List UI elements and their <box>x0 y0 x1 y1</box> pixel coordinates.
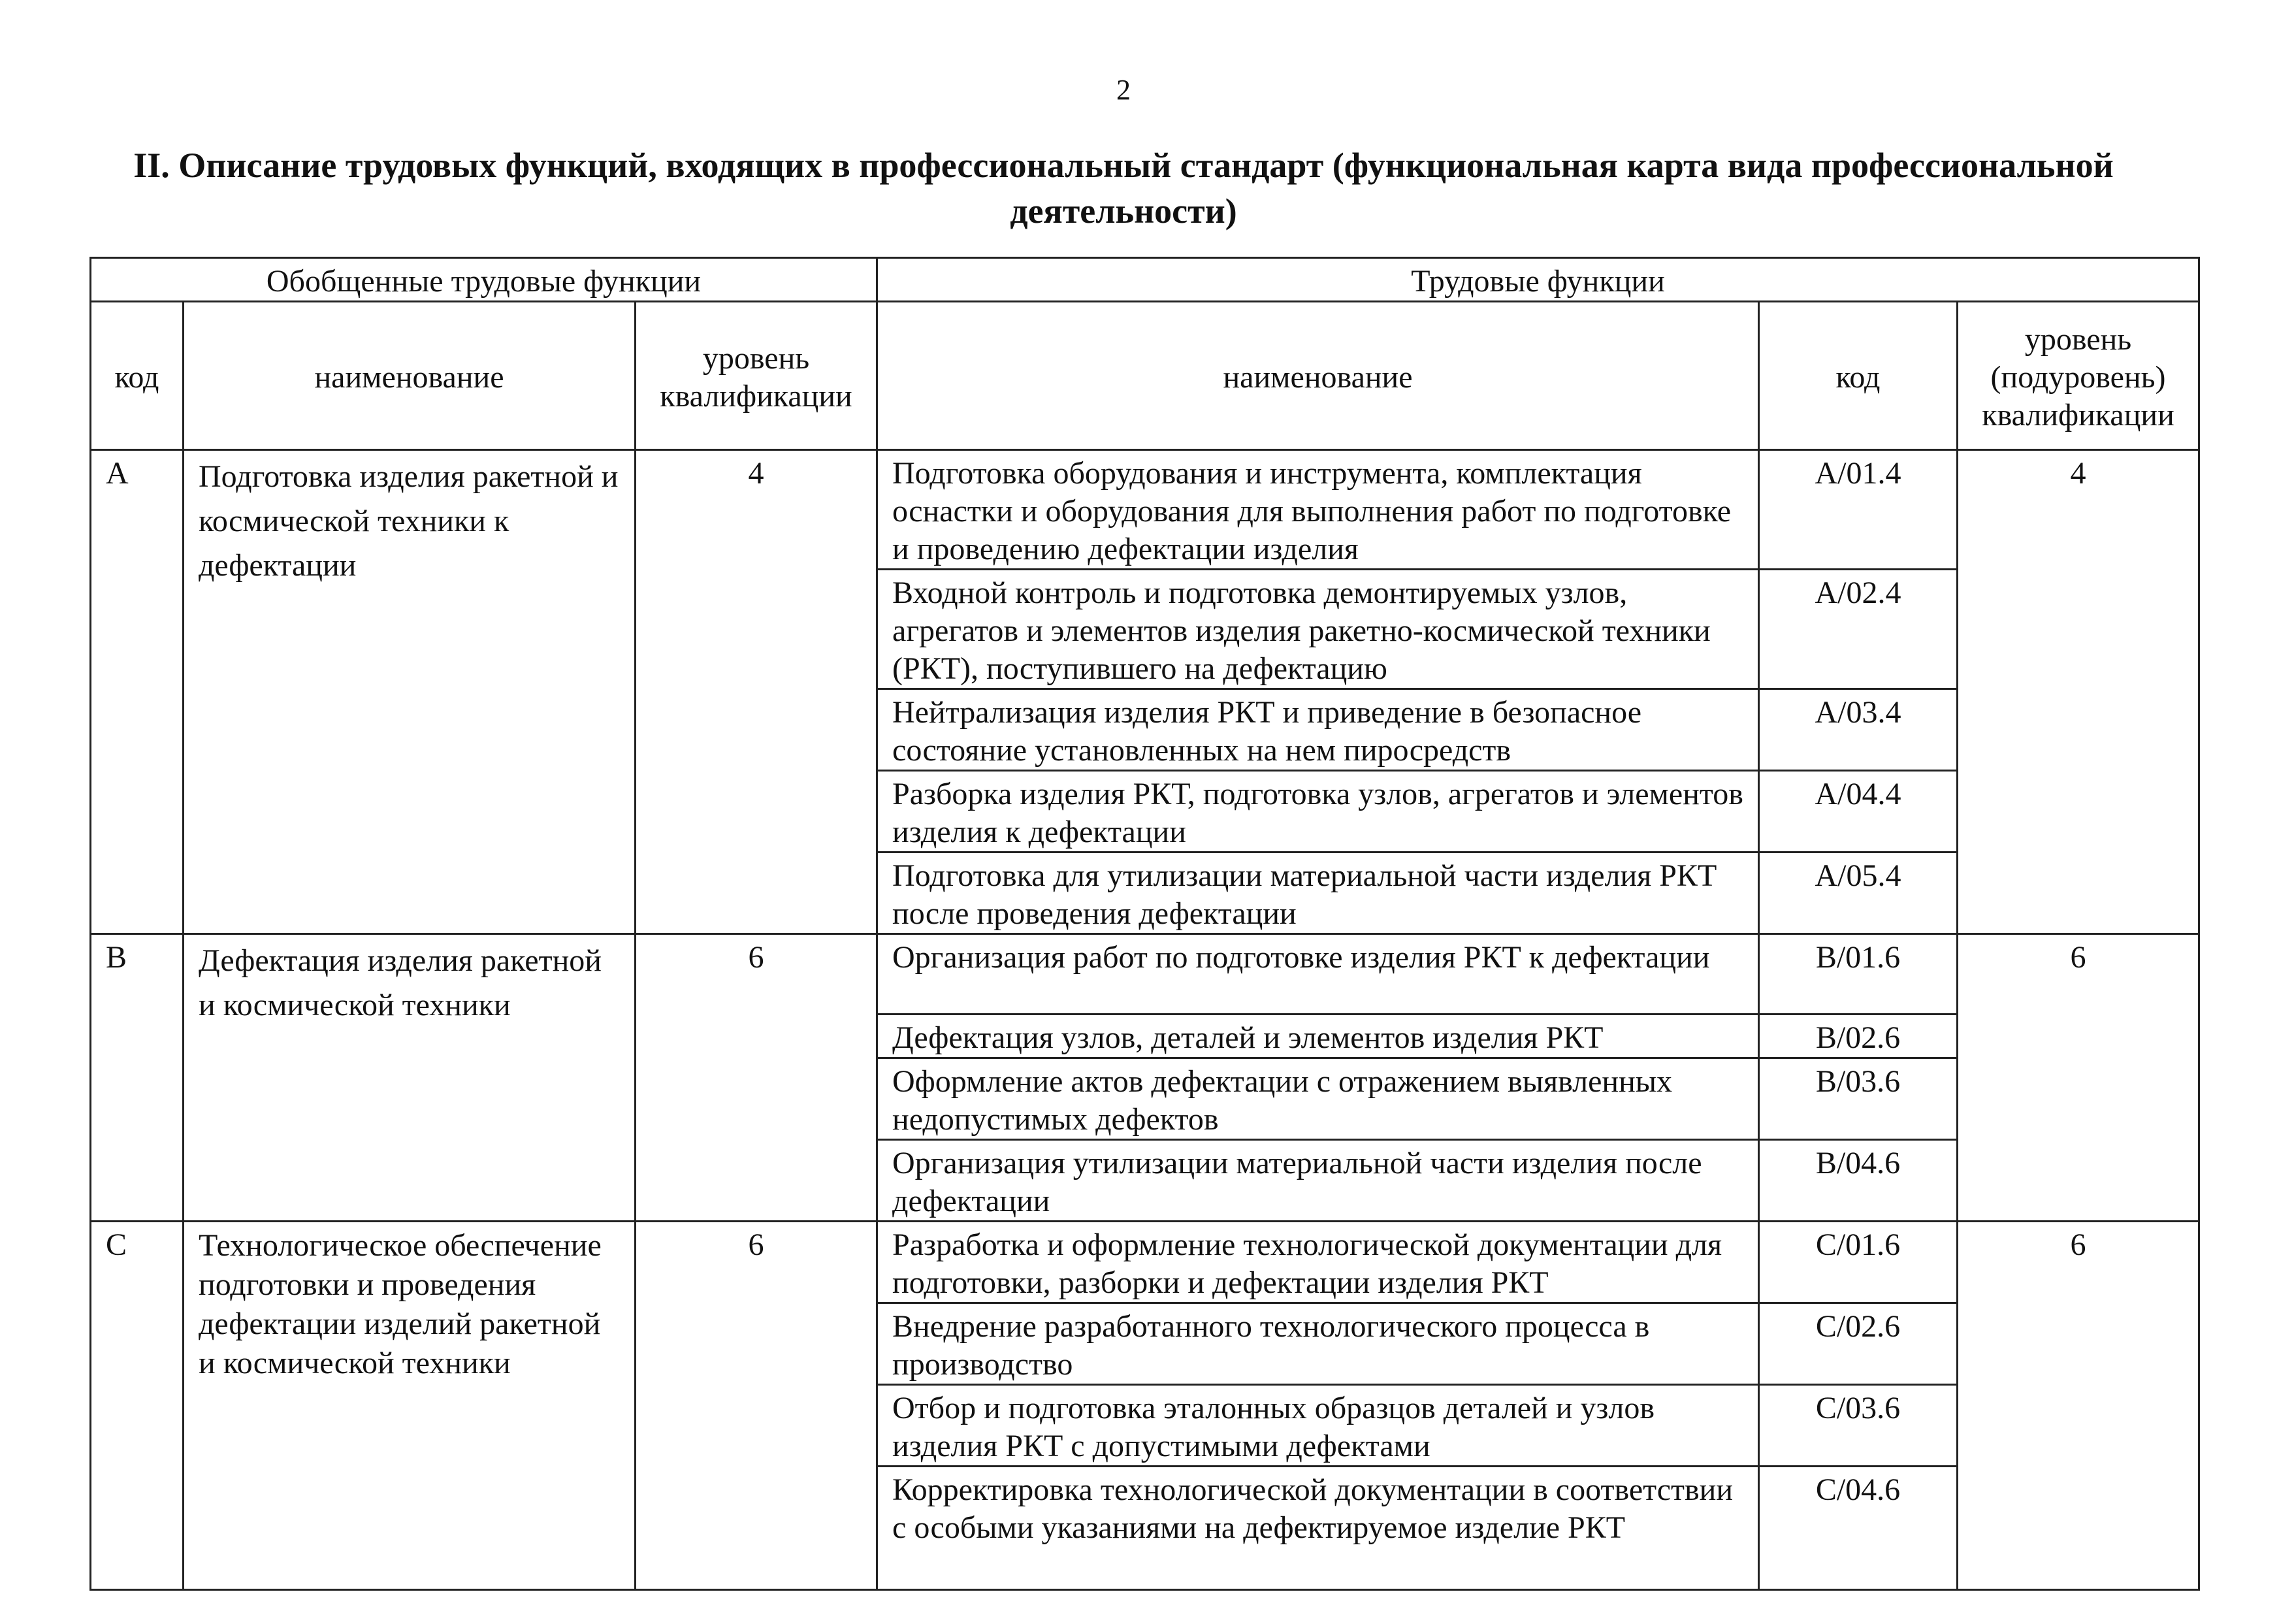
tf-name-cell: Входной контроль и подготовка демонтируемых узлов, агрегатов и элементов изделия ракетно-космической техники (РКТ), поступившего на дефектацию <box>877 570 1759 689</box>
tf-name-cell: Корректировка технологической документации в соответствии с особыми указаниями на дефектируемое изделие РКТ <box>877 1467 1759 1590</box>
tf-name-cell: Подготовка оборудования и инструмента, комплектация оснастки и оборудования для выполнения работ по подготовке и проведению дефектации изделия <box>877 450 1759 570</box>
column-header-tf-code: код <box>1759 302 1958 450</box>
column-header-gf-name: наименование <box>184 302 636 450</box>
tf-code-cell: C/04.6 <box>1759 1467 1958 1590</box>
table-row <box>91 1222 2199 1303</box>
column-header-tf-level: уровень (подуровень) квалификации <box>1958 302 2199 450</box>
gf-level-cell: 4 <box>636 450 877 934</box>
tf-code-cell: A/02.4 <box>1759 570 1958 689</box>
tf-code-cell: B/04.6 <box>1759 1140 1958 1222</box>
gf-level-cell: 6 <box>636 1222 877 1590</box>
tf-code-cell: B/02.6 <box>1759 1015 1958 1058</box>
gf-name-cell: Дефектация изделия ракетной и космической техники <box>184 934 636 1222</box>
tf-level-cell: 6 <box>1958 934 2199 1222</box>
tf-code-cell: C/02.6 <box>1759 1303 1958 1385</box>
tf-code-cell: B/03.6 <box>1759 1058 1958 1140</box>
tf-code-cell: B/01.6 <box>1759 934 1958 1015</box>
tf-name-cell: Нейтрализация изделия РКТ и приведение в безопасное состояние установленных на нем пиросредств <box>877 689 1759 771</box>
tf-code-cell: A/01.4 <box>1759 450 1958 570</box>
tf-name-cell: Дефектация узлов, деталей и элементов изделия РКТ <box>877 1015 1759 1058</box>
table-row <box>91 934 2199 1015</box>
gf-level-cell: 6 <box>636 934 877 1222</box>
column-header-gf-code: код <box>91 302 184 450</box>
tf-code-cell: A/03.4 <box>1759 689 1958 771</box>
tf-name-cell: Организация работ по подготовке изделия РКТ к дефектации <box>877 934 1759 1015</box>
gf-name-cell: Технологическое обеспечение подготовки и проведения дефектации изделий ракетной и космической техники <box>184 1222 636 1590</box>
table-row <box>91 450 2199 570</box>
header-generalized-functions: Обобщенные трудовые функции <box>91 258 877 302</box>
tf-code-cell: C/03.6 <box>1759 1385 1958 1467</box>
tf-name-cell: Организация утилизации материальной части изделия после дефектации <box>877 1140 1759 1222</box>
functional-map-table <box>89 257 2200 1591</box>
tf-level-cell: 4 <box>1958 450 2199 934</box>
page-title: II. Описание трудовых функций, входящих в профессиональный стандарт (функциональная карта вида профессиональной деятельности) <box>133 146 2114 231</box>
column-header-tf-name: наименование <box>877 302 1759 450</box>
table-body <box>91 450 2199 1590</box>
tf-code-cell: C/01.6 <box>1759 1222 1958 1303</box>
column-header-gf-level: уровень квалификации <box>636 302 877 450</box>
tf-name-cell: Отбор и подготовка эталонных образцов деталей и узлов изделия РКТ с допустимыми дефектами <box>877 1385 1759 1467</box>
gf-code-cell: A <box>91 450 184 934</box>
tf-name-cell: Подготовка для утилизации материальной части изделия РКТ после проведения дефектации <box>877 853 1759 934</box>
header-labor-functions: Трудовые функции <box>877 258 2199 302</box>
tf-level-cell: 6 <box>1958 1222 2199 1590</box>
tf-code-cell: A/04.4 <box>1759 771 1958 853</box>
tf-name-cell: Внедрение разработанного технологического процесса в производство <box>877 1303 1759 1385</box>
tf-code-cell: A/05.4 <box>1759 853 1958 934</box>
page-number: 2 <box>1116 74 1131 106</box>
tf-name-cell: Оформление актов дефектации с отражением выявленных недопустимых дефектов <box>877 1058 1759 1140</box>
tf-name-cell: Разборка изделия РКТ, подготовка узлов, агрегатов и элементов изделия к дефектации <box>877 771 1759 853</box>
column-header-row <box>91 302 2199 450</box>
tf-name-cell: Разработка и оформление технологической документации для подготовки, разборки и дефектации изделия РКТ <box>877 1222 1759 1303</box>
gf-name-cell: Подготовка изделия ракетной и космической техники к дефектации <box>184 450 636 934</box>
group-header-row <box>91 258 2199 302</box>
gf-code-cell: B <box>91 934 184 1222</box>
gf-code-cell: C <box>91 1222 184 1590</box>
